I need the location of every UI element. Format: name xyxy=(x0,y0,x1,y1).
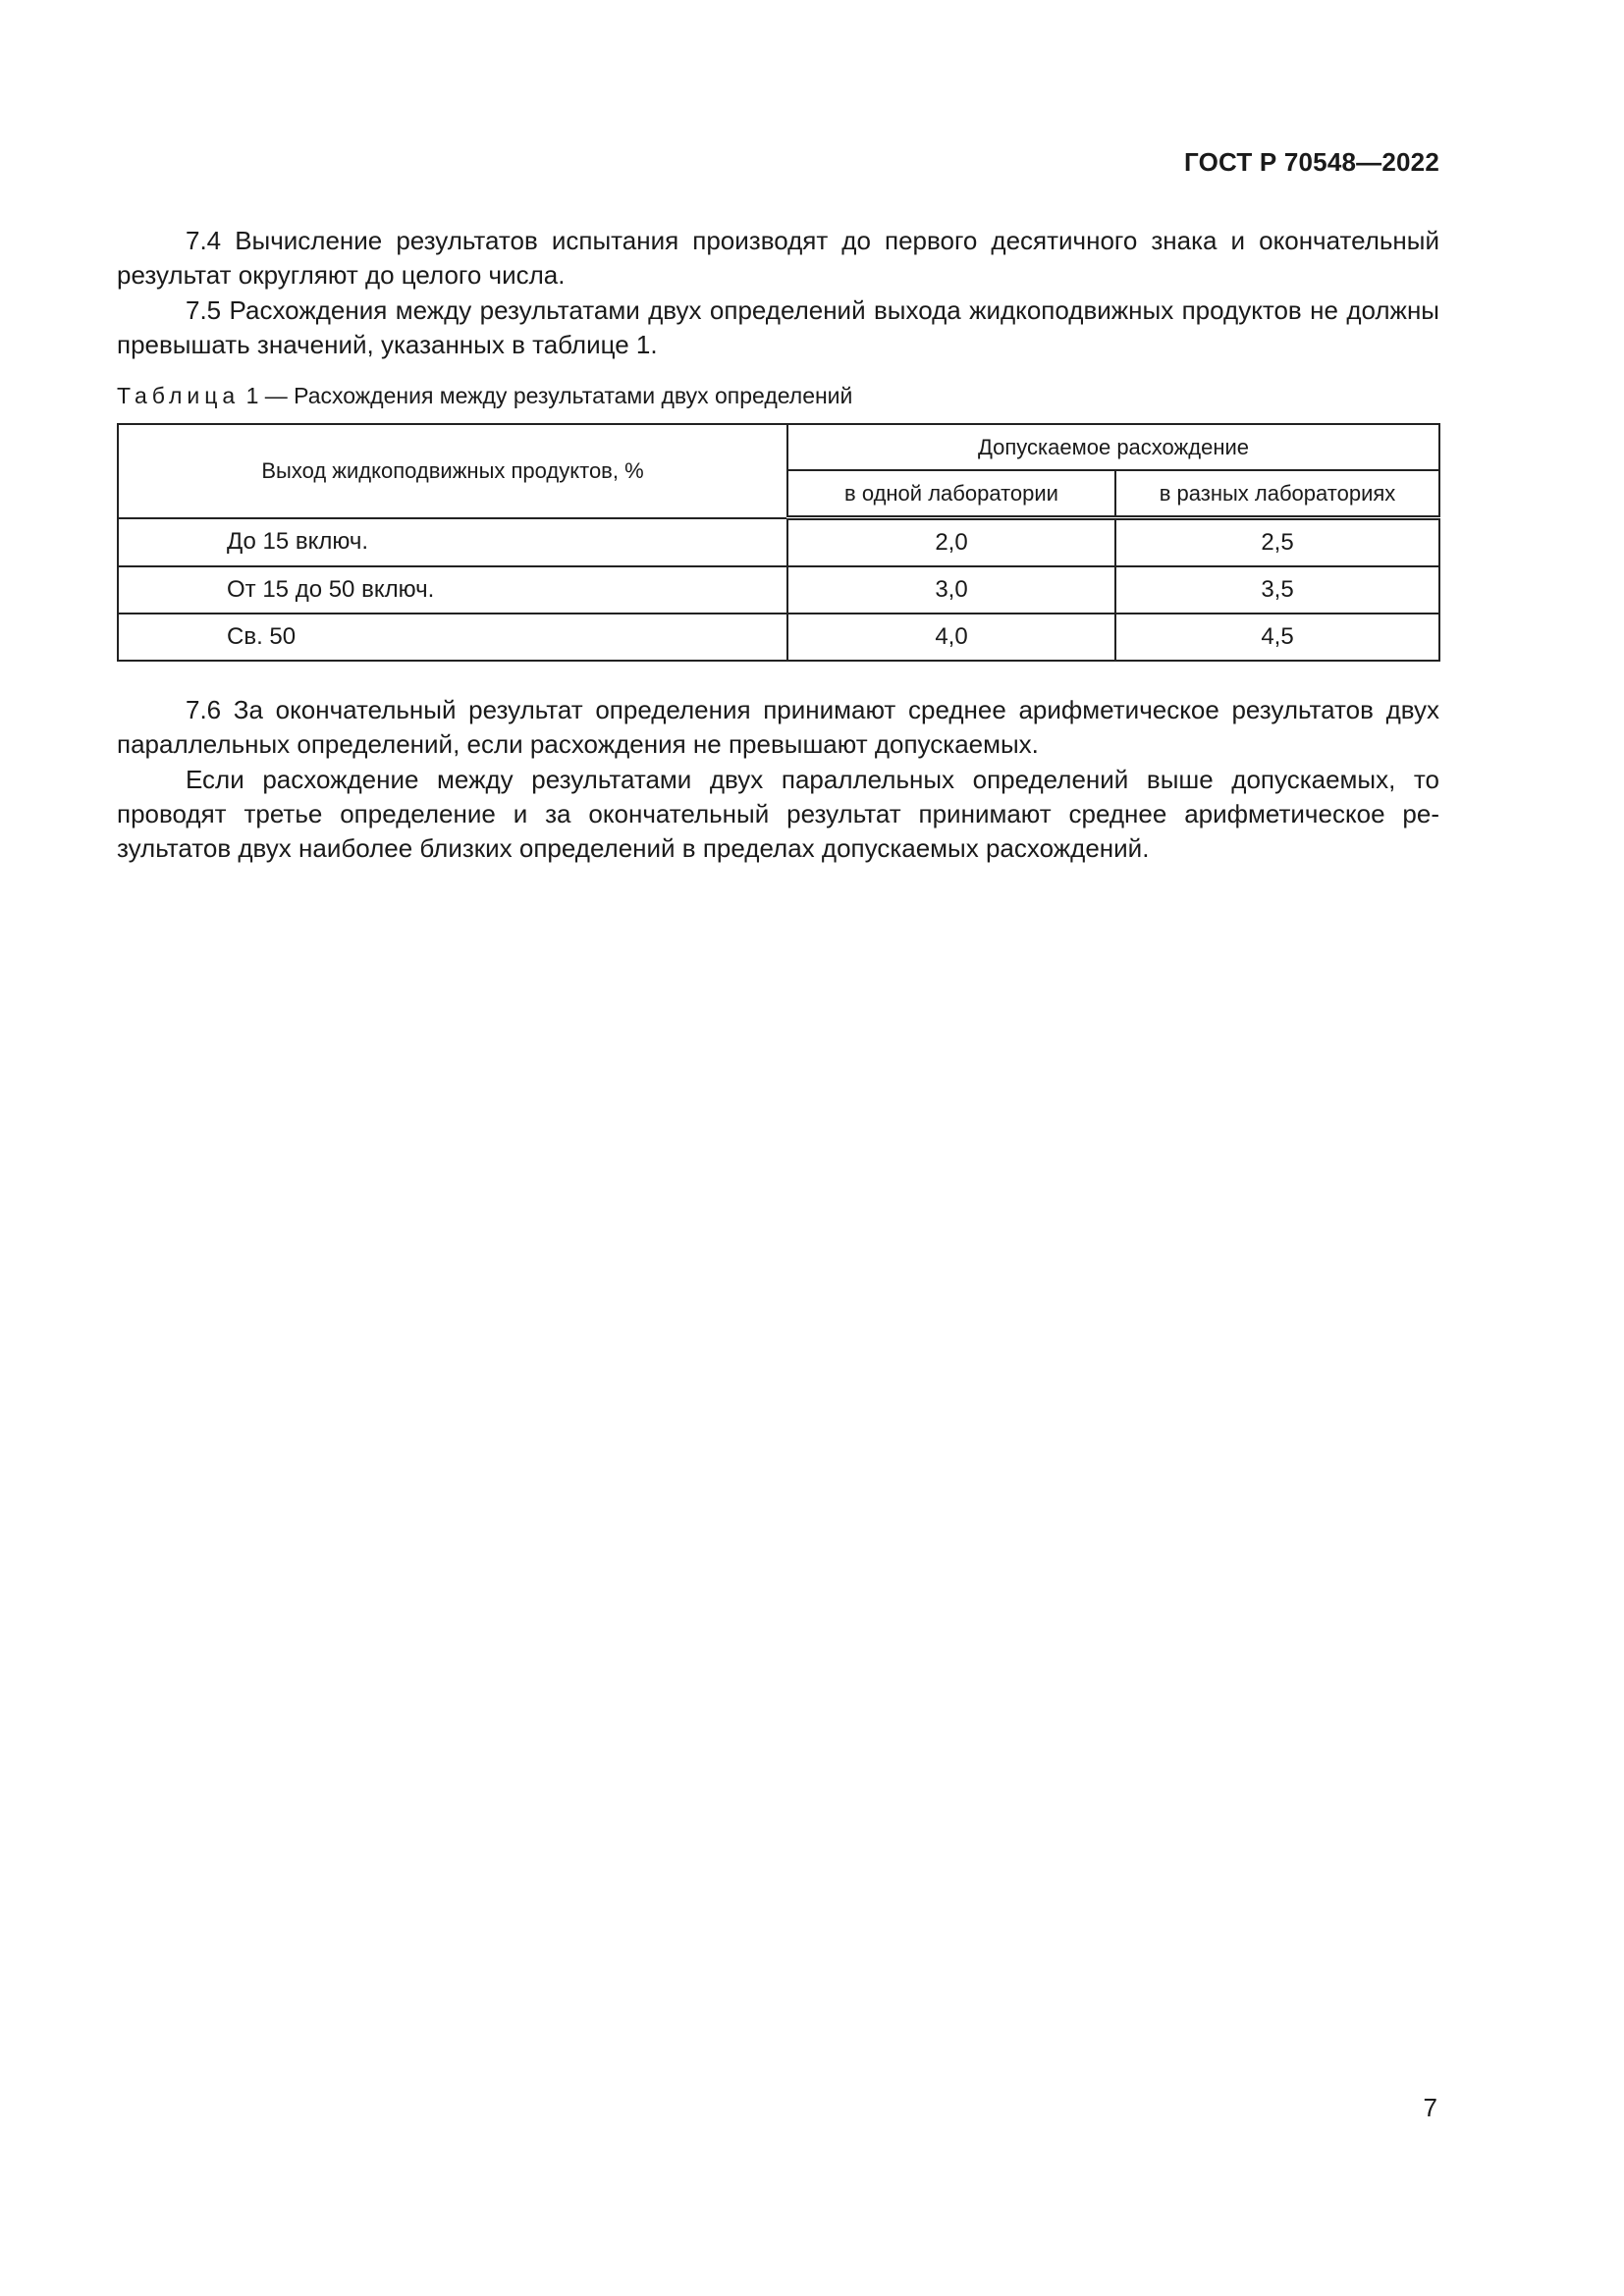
table-row xyxy=(118,614,1439,661)
header-same-lab: в одной лаборатории xyxy=(787,470,1115,518)
table-caption-prefix: Таблица xyxy=(117,383,241,408)
document-code: ГОСТ Р 70548—2022 xyxy=(1184,147,1439,177)
paragraph-7-4: 7.4 Вычисление результатов испытания производят до первого десятичного знака и окончательный результат округляют до целого числа. xyxy=(117,226,1439,290)
paragraphs-before-table xyxy=(117,224,1439,363)
cell-different-labs: 4,5 xyxy=(1115,614,1439,661)
cell-same-lab: 4,0 xyxy=(787,614,1115,661)
cell-different-labs: 2,5 xyxy=(1115,518,1439,567)
table-caption xyxy=(117,383,852,409)
table-caption-title: 1 — Расхождения между результатами двух определений xyxy=(240,383,853,408)
cell-same-lab: 3,0 xyxy=(787,566,1115,614)
paragraph-7-5: 7.5 Расхождения между результатами двух определений выхода жидкоподвижных продуктов не должны превышать значений, указанных в таблице 1. xyxy=(117,295,1439,359)
table-header-row xyxy=(118,424,1439,470)
cell-same-lab: 2,0 xyxy=(787,518,1115,567)
discrepancy-table xyxy=(117,423,1440,662)
paragraphs-after-table xyxy=(117,693,1439,867)
cell-different-labs: 3,5 xyxy=(1115,566,1439,614)
paragraph-7-6: 7.6 За окончательный результат определения принимают среднее арифметическое результатов двух параллельных определений, если расхождения не превышают допускаемых. xyxy=(117,695,1439,759)
table-row xyxy=(118,566,1439,614)
page-number: 7 xyxy=(1423,2093,1437,2122)
header-yield: Выход жидкоподвижных продуктов, % xyxy=(118,424,787,518)
row-label: Св. 50 xyxy=(118,614,787,661)
row-label: До 15 включ. xyxy=(118,518,787,567)
table-row xyxy=(118,518,1439,567)
header-different-labs: в разных лабораториях xyxy=(1115,470,1439,518)
paragraph-third-determination: Если расхождение между результатами двух параллельных определений выше допускаемых, то проводят третье определение и за окончательный результат принимают среднее арифметическое результатов двух наиболее близких определений в пределах допускаемых расхождений. xyxy=(117,765,1439,863)
header-allowed-discrepancy: Допускаемое расхождение xyxy=(787,424,1439,470)
row-label: От 15 до 50 включ. xyxy=(118,566,787,614)
